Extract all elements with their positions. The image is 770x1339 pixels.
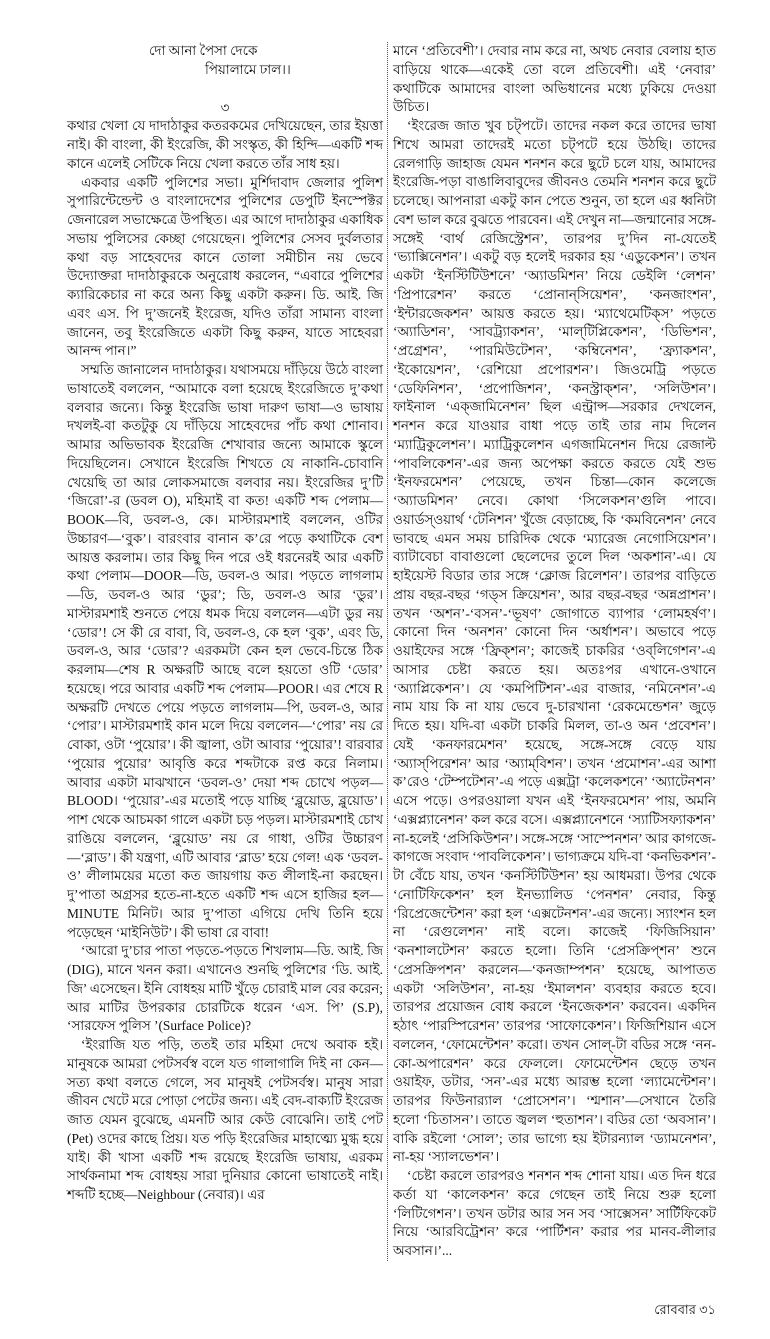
columns xyxy=(67,42,716,1261)
page-footer xyxy=(67,1301,716,1319)
paragraph: সম্মতি জানালেন দাদাঠাকুর। যথাসময়ে দাঁড়িয়ে উঠে বাংলা ভাষাতেই বললেন, “আমাকে বলা হয়েছে ইংরেজিতে দু’কথা বলবার জন্যে। কিন্তু ইংরেজি ভাষা দারুণ ভাষা—ও ভাষায় দখলই-বা কতটুকু যে দাঁড়িয়ে সাহেবদের পাঁচ কথা শোনাব। আমার অভিভাবক ইংরেজি শেখাবার জন্যে আমাকে স্কুলে দিয়েছিলেন। সেখানে ইংরেজি শিখতে যে নাকানি-চোবানি খেয়েছি তা আর লোকসমাজে বলবার নয়। ইংরেজির দু’টি ‘জিরো’-র (ডবল O), মহিমাই বা কত! একটি শব্দ পেলাম—BOOK—বি, ডবল-ও, কে। মাস্টারমশাই বললেন, ওটির উচ্চারণ—‘বুক’। বারংবার বানান ক’রে পড়ে কথাটিকে বেশ আয়ত্ত করলাম। তার কিছু দিন পরে ওই ধরনেরই আর একটি কথা পেলাম—DOOR—ডি, ডবল-ও আর। পড়তে লাগলাম—ডি, ডবল-ও আর ‘ডুর’; ডি, ডবল-ও আর ‘ডুর’। মাস্টারমশাই শুনতে পেয়ে ধমক দিয়ে বললেন—এটা ডুর নয় ‘ডোর’! সে কী রে বাবা, বি, ডবল-ও, কে হল ‘বুক’, এবং ডি, ডবল-ও, আর ‘ডোর’? এরকমটা কেন হল ভেবে-চিন্তে ঠিক করলাম—শেষ R অক্ষরটি আছে বলে হয়তো ওটি ‘ডোর’ হয়েছে। পরে আবার একটি শব্দ পেলাম—POOR। এর শেষে R অক্ষরটি দেখতে পেয়ে পড়তে লাগলাম—পি, ডবল-ও, আর ‘পোর’। মাস্টারমশাই কান মলে দিয়ে বললেন—‘পোর’ নয় রে বোকা, ওটা ‘পুয়োর’। কী জ্বালা, ওটা আবার ‘পুয়োর’! বারবার ‘পুয়োর পুয়োর’ আবৃত্তি করে শব্দটাকে রপ্ত করে নিলাম। আবার একটা মাঝখানে ‘ডবল-ও’ দেয়া শব্দ চোখে পড়ল—BLOOD। ‘পুয়োর’-এর মতোই পড়ে যাচ্ছি ‘ব্লুয়োড, ব্লুয়োড’। পাশ থেকে আচমকা গালে একটা চড় পড়ল। মাস্টারমশাই চোখ রাঙিয়ে বললেন, ‘ব্লুয়োড’ নয় রে গাধা, ওটির উচ্চারণ—‘ব্লাড’। কী যন্ত্রণা, এটি আবার ‘ব্লাড’ হয়ে গেল! এক ‘ডবল-ও’ লীলাময়ের মতো কত জায়গায় কত লীলাই-না করছেন। দু’পাতা অগ্রসর হতে-না-হতে একটি শব্দ এসে হাজির হল—MINUTE মিনিট। আর দু’পাতা এগিয়ে দেখি তিনি হয়ে পড়েছেন ‘মাইনিউট’। কী ভাষা রে বাবা! xyxy=(67,362,383,940)
section-number: ৩ xyxy=(220,99,230,115)
running-head: রোববার xyxy=(654,1301,696,1317)
left-column xyxy=(67,42,388,1261)
paragraph: ‘আরো দু’চার পাতা পড়তে-পড়তে শিখলাম—ডি. আই. জি (DIG), মানে খনন করা। এখানেও শুনছি পুলিশের ‘ডি. আই. জি’ এসেছেন। ইনি বোধহয় মাটি খুঁড়ে চোরাই মাল বের করেন; আর মাটির উপরকার চোরটিকে ধরেন ‘এস. পি’ (S.P), ‘সারফেস পুলিস ’(Surface Police)? xyxy=(67,943,383,1034)
paragraph: ‘ইংরাজি যত পড়ি, ততই তার মহিমা দেখে অবাক হই। মানুষকে আমরা পেটসর্বস্ব বলে যত গালাগালি দিই না কেন—সত্য কথা বলতে গেলে, সব মানুষই পেটসর্বস্ব। মানুষ সারা জীবন খেটে মরে পোড়া পেটের জন্য। এই বেদ-বাক্যটি ইংরেজ জাত যেমন বুঝেছে, এমনটি আর কেউ বোঝেনি। তাই পেট (Pet) ওদের কাছে প্রিয়। যত পড়ি ইংরেজির মাহাত্ম্যে মুগ্ধ হয়ে যাই। কী খাসা একটি শব্দ রয়েছে ইংরেজি ভাষায়, এরকম সার্থকনামা শব্দ বোধহয় সারা দুনিয়ার কোনো ভাষাতেই নাই। শব্দটি হচ্ছে—Neighbour (নেবার)। এর xyxy=(67,1037,383,1202)
paragraph: ‘ইংরেজ জাত খুব চট্‌পটে। তাদের নকল করে তাদের ভাষা শিখে আমরা তাদেরই মতো চট্‌পটে হয়ে উঠছি। তাদের রেলগাড়ি জাহাজ যেমন শনশন করে ছুটে চলে যায়, আমাদের ইংরেজি-পড়া বাঙালিবাবুদের জীবনও তেমনি শনশন করে ছুটে চলেছে। আপনারা একটু কান পেতে শুনুন, তা হলে এর ধ্বনিটা বেশ ভাল করে বুঝতে পারবেন। এই দেখুন না—জন্মানোর সঙ্গে-সঙ্গেই ‘বার্থ রেজিস্ট্রেশন’, তারপর দু’দিন না-যেতেই ‘ভ্যাক্সিনেশন’। একটু বড় হলেই দরকার হয় ‘এডুকেশন’। তখন একটা ‘ইনস্টিটিউশনে’ ‘অ্যাডমিশন’ নিয়ে ডেইলি ‘লেশন’ ‘প্রিপারেশন’ করতে ‘প্রোনান্‌সিয়েশন’, ‘কনজাংশন’, ‘ইন্টারজেকশন’ আয়ত্ত করতে হয়। ‘ম্যাথেমেটিক্‌স’ পড়তে ‘অ্যাডিশন’, ‘সাবট্র্যাকশন’, ‘মাল্‌টিপ্লিকেশন’, ‘ডিভিশন’, ‘প্রগ্রেশন’, ‘পারমিউটেশন’, ‘কম্বিনেশন’, ‘ফ্র্যাকশন’, ‘ইকোয়েশন’, ‘রেশিয়ো প্রপোরশন’। জিওমেট্রি পড়তে ‘ডেফিনিশন’, ‘প্রপোজিশন’, ‘কনস্ট্রাক্‌শন’, ‘সলিউশন’। ফাইনাল ‘এক্‌জামিনেশন’ ছিল এন্ট্রান্স—সরকার দেখলেন, শনশন করে যাওয়ার বাধা পড়ে তাই তার নাম দিলেন ‘ম্যাট্রিকুলেশন’। ম্যাট্রিকুলেশন এগজামিনেশন দিয়ে রেজাল্ট ‘পাবলিকেশন’-এর জন্য অপেক্ষা করতে করতে যেই শুভ ‘ইনফরমেশন’ পেয়েছে, তখন চিন্তা—কোন কলেজে ‘অ্যাডমিশন’ নেবে। কোথা ‘সিলেকশন’গুলি পাবে। ওয়ার্ডস্‌ওয়ার্থ ‘টেনিশন’ খুঁজে বেড়াচ্ছে, কি ‘কমবিনেশন’ নেবে ভাবছে এমন সময় চারিদিক থেকে ‘ম্যারেজ নেগোসিয়েশন’। ব্যাটাবেচা বাবাগুলো ছেলেদের তুলে দিল ‘অকশান’-এ। যে হাইয়েস্ট বিডার তার সঙ্গে ‘ক্লোজ রিলেশন’। তারপর বাড়িতে প্রায় বছর-বছর ‘গড্‌স ক্রিয়েশন’, আর বছর-বছর ‘অন্নপ্রাশন’। তখন ‘অশন’-‘বসন’-‘ভূষণ’ জোগাতে ব্যাপার ‘লোমহর্ষণ’। কোনো দিন ‘অনশন’ কোনো দিন ‘অর্ধাশন’। অভাবে পড়ে ওয়াইফের সঙ্গে ‘ফ্রিক্‌শন’; কাজেই চাকরির ‘ওব্‌লিগেশন’-এ আসার চেষ্টা করতে হয়। অতঃপর এখানে-ওখানে ‘অ্যাপ্লিকেশন’। যে ‘কমপিটিশন’-এর বাজার, ‘নমিনেশন’-এ নাম যায় কি না যায় ভেবে দু-চারখানা ‘রেকমেন্ডেশন’ জুড়ে দিতে হয়। যদি-বা একটা চাকরি মিলল, তা-ও অন ‘প্রবেশন’। যেই ‘কনফারমেশন’ হয়েছে, সঙ্গে-সঙ্গে বেড়ে যায় ‘অ্যাস্‌পিরেশন’ আর ‘অ্যাম্‌বিশন’। তখন ‘প্রমোশন’-এর আশা ক’রেও ‘টেম্পটেশন’-এ পড়ে এক্সট্রা ‘কলেকশনে’ ‘অ্যাটেনশন’ এসে পড়ে। ওপরওয়ালা যখন এই ‘ইনফরমেশন’ পায়, অমনি ‘এক্সপ্ল্যানেশন’ কল করে বসে। এক্সপ্ল্যানেশনে ‘স্যাটিসফ্যাকশন’ না-হলেই ‘প্রসিকিউশন’। সঙ্গে-সঙ্গে ‘সাস্পেনশন’ আর কাগজে-কাগজে সংবাদ ‘পাবলিকেশন’। ভাগ্যক্রমে যদি-বা ‘কনভিকশন’-টা বেঁচে যায়, তখন ‘কনস্টিটিউশন’ হয় আধমরা। উপর থেকে ‘নোটিফিকেশন’ হল ইনভ্যালিড ‘পেনশন’ নেবার, কিন্তু ‘রিপ্রেজেন্টেশন’ করা হল ‘এক্সটেনশন’-এর জন্যে। স্যাংশন হল না ‘রেগুলেশন’ নাই বলে। কাজেই ‘ফিজিসিয়ান’ ‘কনশালটেশন’ করতে হলো। তিনি ‘প্রেসক্রিপ্‌শন’ শুনে ‘প্রেসক্রিপশন’ করলেন—‘কনজাম্পশন’ হয়েছে, আপাতত একটা ‘সলিউশন’, না-হয় ‘ইমালশন’ ব্যবহার করতে হবে। তারপর প্রয়োজন বোধ করলে ‘ইনজেকশন’ করবেন। একদিন হঠাৎ ‘পারস্পিরেশন’ তারপর ‘সাফোকেশন’। ফিজিশিয়ান এসে বললেন, ‘ফোমেন্টেশন’ করো। তখন সোল্‌-টা বডির সঙ্গে ‘নন-কো-অপারেশন’ করে ফেললে। ফোমেন্টেশন ছেড়ে তখন ওয়াইফ, ডটার, ‘সন’-এর মধ্যে আরম্ভ হলো ‘ল্যামেন্টেশন’। তারপর ফিউনার‍্যাল ‘প্রোসেশন’। ‘শ্মশান’—সেখানে তৈরি হলো ‘চিতাসন’। তাতে জ্বলল ‘হুতাশন’। বডির তো ‘অবসান’। বাকি রইলো ‘সোল’; তার ভাগ্যে হয় ইটারন্যাল ‘ড্যামনেশন’, না-হয় ‘স্যালভেশন’। xyxy=(393,118,716,1165)
verse-line-1: দো আনা পৈসা দেকে xyxy=(149,43,258,58)
page-number: ৩১ xyxy=(699,1301,716,1317)
paragraph: ‘চেষ্টা করলে তারপরও শনশন শব্দ শোনা যায়। এত দিন ধরে কর্তা যা ‘কালেকশন’ করে গেছেন তাই নিয়ে শুরু হলো ‘লিটিগেশন’। তখন ডটার আর সন সব ‘সাক্সেসন’ সার্টিফিকেট নিয়ে ‘আরবিট্রেশন’ করে ‘পার্টিশন’ করার পর মানব-লীলার অবসান।’... xyxy=(393,1168,716,1258)
right-column xyxy=(388,42,716,1261)
paragraph: মানে ‘প্রতিবেশী’। দেবার নাম করে না, অথচ নেবার বেলায় হাত বাড়িয়ে থাকে—একেই তো বলে প্রতিবেশী। এই ‘নেবার’ কথাটিকে আমাদের বাংলা অভিধানের মধ্যে ঢুকিয়ে দেওয়া উচিত। xyxy=(393,43,716,115)
verse-line-2: পিয়ালামে ঢাল।। xyxy=(205,61,291,77)
paragraph: একবার একটি পুলিশের সভা। মুর্শিদাবাদ জেলার পুলিশ সুপারিন্টেন্ডেন্ট ও বাংলাদেশের পুলিশের ডেপুটি ইনস্পেক্টর জেনারেল সভাক্ষেত্রে উপস্থিত। এর আগে দাদাঠাকুর একাধিক সভায় পুলিসের কেচ্ছা গেয়েছেন। পুলিশের সেসব দুর্বলতার কথা বড় সাহেবদের কানে তোলা সমীচীন নয় ভেবে উদ্যোক্তরা দাদাঠাকুরকে অনুরোধ করলেন, “এবারে পুলিশের ক্যারিকেচার না করে অন্য কিছু একটা করুন। ডি. আই. জি এবং এস. পি দু’জনেই ইংরেজ, যদিও তাঁরা সামান্য বাংলা জানেন, তবু ইংরেজিতে একটা কিছু করুন, যাতে সাহেবরা আনন্দ পান।” xyxy=(67,174,383,359)
paragraph: কথার খেলা যে দাদাঠাকুর কতরকমের দেখিয়েছেন, তার ইয়ত্তা নাই। কী বাংলা, কী ইংরেজি, কী সংস্কৃত, কী হিন্দি—একটি শব্দ কানে এলেই সেটিকে নিয়ে খেলা করতে তাঁর সাধ হয়। xyxy=(67,118,383,171)
